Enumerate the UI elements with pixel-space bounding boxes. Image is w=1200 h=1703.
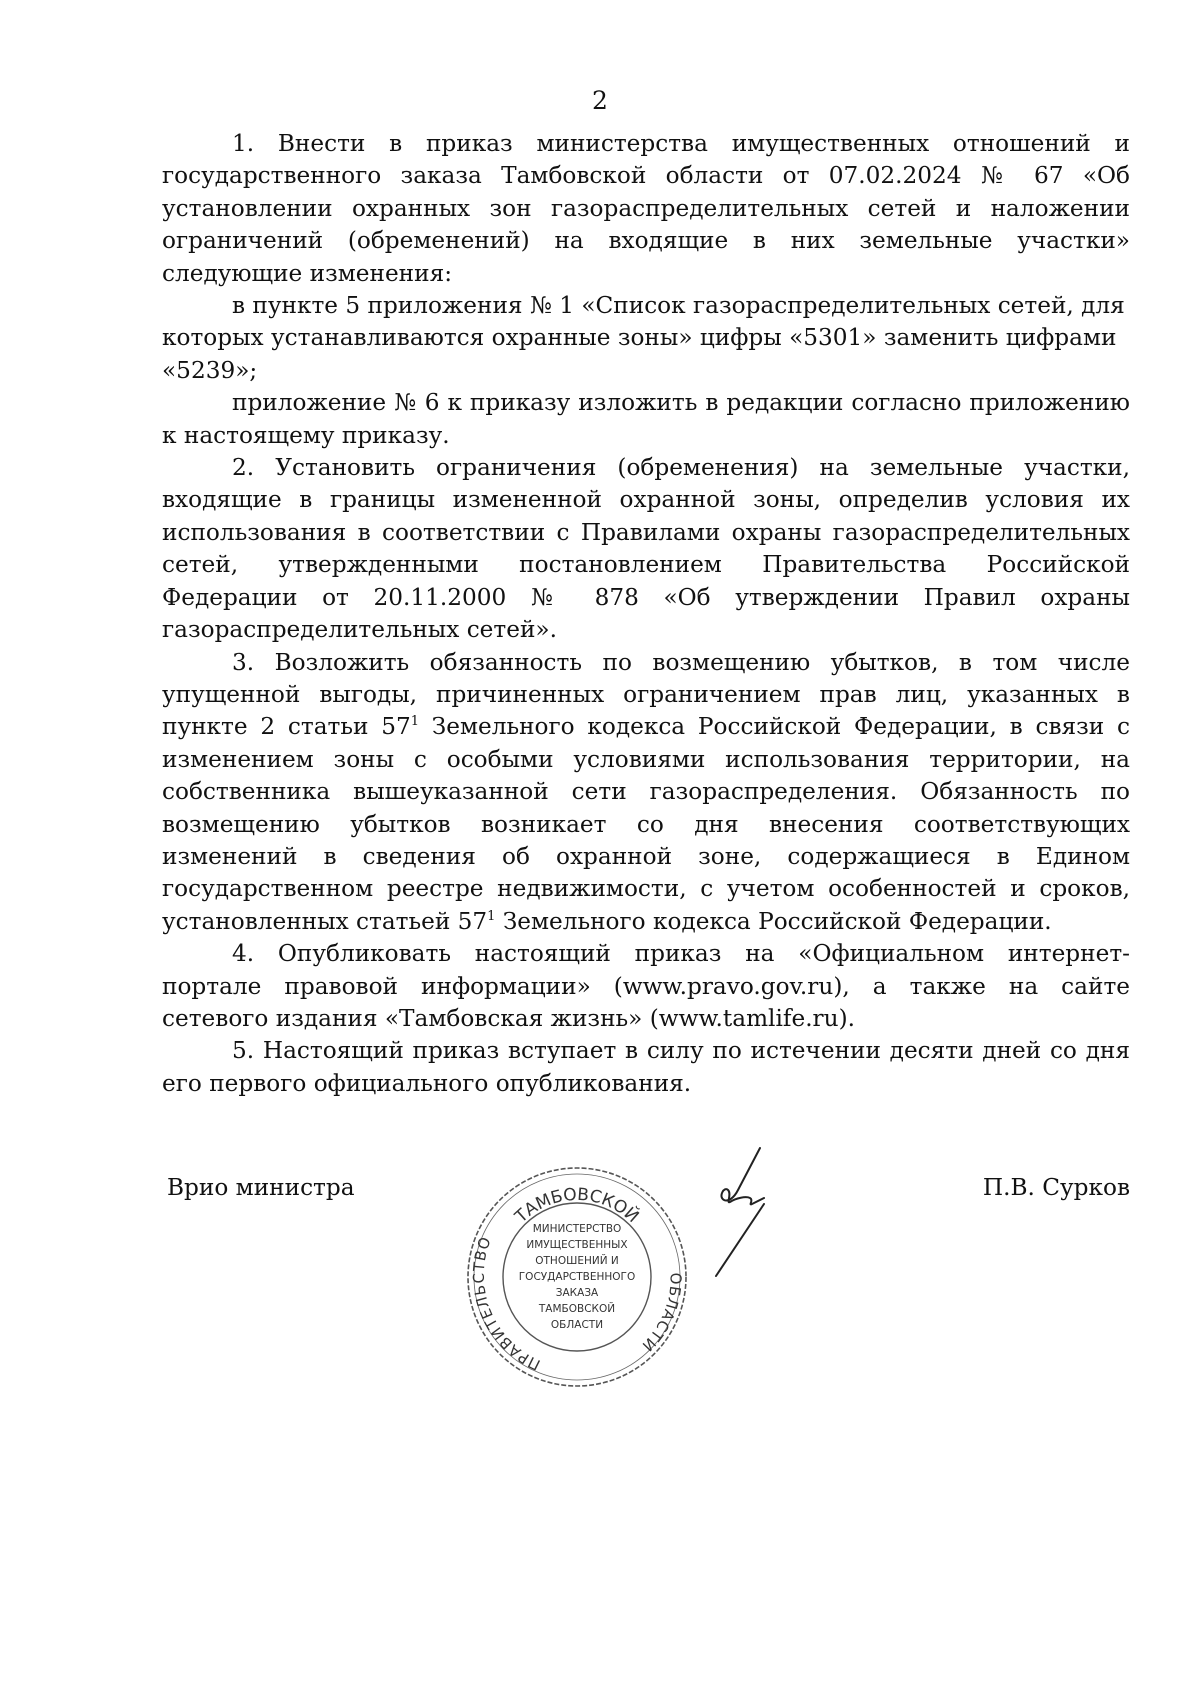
paragraph-item-1-sub-b: приложение № 6 к приказу изложить в редакции согласно приложению к настоящему приказу. <box>162 389 1130 449</box>
superscript-1: 1 <box>410 714 420 730</box>
signer-name: П.В. Сурков <box>982 1174 1130 1201</box>
paragraph-item-3-part-c: Земельного кодекса Российской Федерации. <box>495 907 1052 935</box>
stamp-outer-right-text: ОБЛАСТИ <box>637 1272 685 1356</box>
paragraph-item-3-part-a: 3. Возложить обязанность по возмещению убытков, в том числе упущенной выгоды, причиненных ограничением прав лиц, указанных в пункте 2 статьи 57 <box>162 648 1130 741</box>
page-number: 2 <box>592 86 608 115</box>
paragraph-item-3 <box>162 647 1130 939</box>
signer-position: Врио министра <box>167 1174 355 1201</box>
official-stamp <box>462 1162 692 1392</box>
signature-block <box>0 1174 1200 1414</box>
handwritten-signature <box>694 1142 790 1282</box>
superscript-2: 1 <box>487 908 496 924</box>
stamp-outer-left-text: ПРАВИТЕЛЬСТВО <box>469 1233 544 1374</box>
stamp-outer-top-text: ТАМБОВСКОЙ <box>511 1184 643 1228</box>
paragraph-item-1: 1. Внести в приказ министерства имущественных отношений и государственного заказа Тамбовской области от 07.02.2024 № 67 «Об установлении охранных зон газораспределительных сетей и наложении ограничений (обременений) на входящие в них земельные участки» следующие изменения: <box>162 130 1130 287</box>
stamp-line: ИМУЩЕСТВЕННЫХ <box>526 1239 628 1251</box>
stamp-line: ЗАКАЗА <box>555 1287 599 1299</box>
paragraph-item-2: 2. Установить ограничения (обременения) на земельные участки, входящие в границы измененной охранной зоны, определив условия их использования в соответствии с Правилами охраны газораспределительных сетей, утвержденными постановлением Правительства Российской Федерации от 20.11.2000 № 878 «Об утверждении Правил охраны газораспределительных сетей». <box>162 454 1130 644</box>
paragraph-item-3-part-b: Земельного кодекса Российской Федерации, в связи с изменением зоны с особыми условиями использования территории, на собственника вышеуказанной сети газораспределения. Обязанность по возмещению убытков возникает со дня внесения соответствующих изменений в сведения об охранной зоне, содержащиеся в Едином государственном реестре недвижимости, с учетом особенностей и сроков, установленных статьей 57 <box>162 713 1130 935</box>
stamp-line: МИНИСТЕРСТВО <box>532 1223 622 1235</box>
paragraph-item-1-sub-a: в пункте 5 приложения № 1 «Список газораспределительных сетей, для которых устанавливаются охранные зоны» цифры «5301» заменить цифрами «5239»; <box>162 292 1125 384</box>
stamp-line: ОТНОШЕНИЙ И <box>535 1255 619 1267</box>
stamp-line: ТАМБОВСКОЙ <box>538 1303 616 1315</box>
stamp-line: ГОСУДАРСТВЕННОГО <box>518 1271 636 1283</box>
document-body <box>162 128 1130 1100</box>
paragraph-item-4: 4. Опубликовать настоящий приказ на «Официальном интернет-портале правовой информации» (www.pravo.gov.ru), а также на сайте сетевого издания «Тамбовская жизнь» (www.tamlife.ru). <box>162 940 1130 1032</box>
stamp-line: ОБЛАСТИ <box>550 1319 604 1331</box>
paragraph-item-5: 5. Настоящий приказ вступает в силу по истечении десяти дней со дня его первого официального опубликования. <box>162 1037 1130 1097</box>
